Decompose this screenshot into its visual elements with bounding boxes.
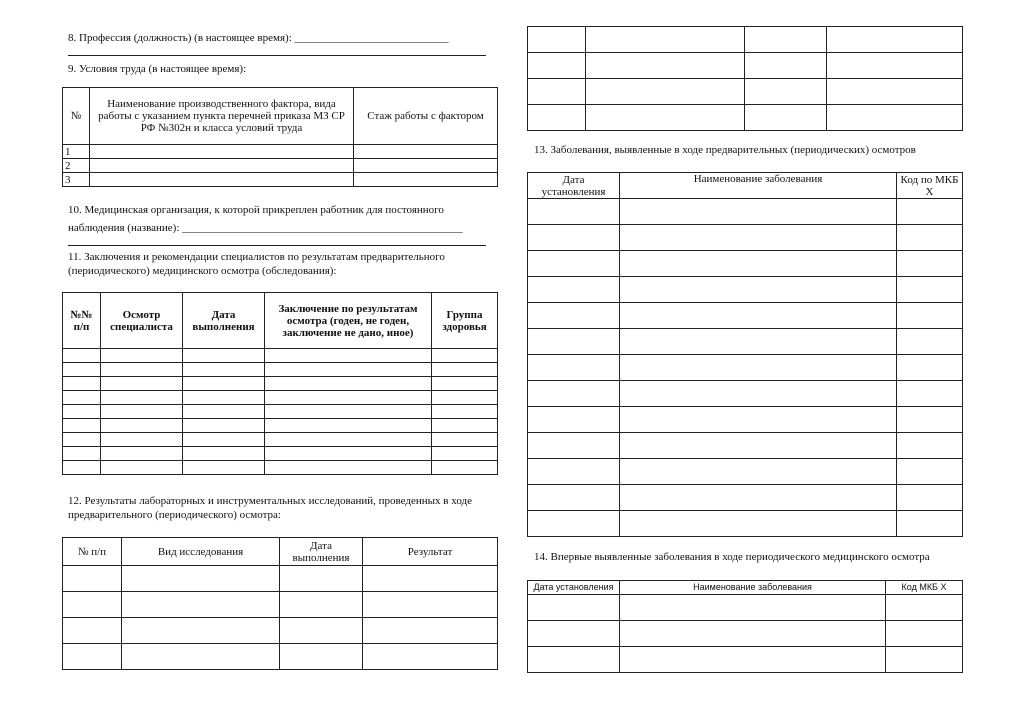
table-row: [528, 277, 963, 303]
table-row: [63, 349, 498, 363]
table-row: [528, 621, 963, 647]
item10-heading-line2: наблюдения (название): ___________________________________________________: [68, 222, 463, 234]
table-row: [528, 355, 963, 381]
table-row: [63, 447, 498, 461]
work-conditions-table: [62, 87, 498, 187]
col-disease-name: Наименование заболевания: [620, 173, 897, 199]
col-study-type: Вид исследования: [122, 538, 280, 566]
table-row: [528, 199, 963, 225]
table-row: [528, 79, 963, 105]
table-row: [63, 377, 498, 391]
col-health-group: Группа здоровья: [432, 293, 498, 349]
col-disease-name: Наименование заболевания: [620, 581, 886, 595]
table-row: [528, 647, 963, 673]
table-row: [528, 27, 963, 53]
table-row: [63, 644, 498, 670]
continuation-table: [527, 26, 963, 131]
new-diseases-table: [527, 580, 963, 673]
item11-heading: 11. Заключения и рекомендации специалистов по результатам предварительного (периодического) медицинского осмотра (обследования):: [68, 251, 445, 277]
col-icd-code: Код МКБ Х: [886, 581, 963, 595]
table-row: [63, 433, 498, 447]
col-number: №: [63, 88, 90, 145]
col-number: №№ п/п: [63, 293, 101, 349]
table-row: [528, 407, 963, 433]
col-factor-name: Наименование производственного фактора, вида работы с указанием пункта перечней приказа МЗ СР РФ №302н и класса условий труда: [90, 88, 354, 145]
table-row: [528, 595, 963, 621]
table-row: [528, 105, 963, 131]
table-row: [528, 485, 963, 511]
table-row: [528, 53, 963, 79]
item9-heading: 9. Условия труда (в настоящее время):: [68, 63, 247, 75]
specialist-conclusions-table: [62, 292, 498, 475]
table-row: [528, 251, 963, 277]
table-row: [63, 391, 498, 405]
table-row: [63, 363, 498, 377]
lab-results-table: [62, 537, 498, 670]
table-row: [528, 459, 963, 485]
table-row: 3: [63, 173, 498, 187]
table-row: [528, 303, 963, 329]
diseases-table: [527, 172, 963, 537]
item8-underline: [68, 55, 486, 56]
item8-profession-line: 8. Профессия (должность) (в настоящее время): ____________________________: [68, 32, 449, 44]
table-row: 2: [63, 159, 498, 173]
table-row: [63, 592, 498, 618]
col-icd-code: Код по МКБ Х: [897, 173, 963, 199]
table-row: 1: [63, 145, 498, 159]
table-row: [528, 225, 963, 251]
table-row: [63, 419, 498, 433]
item13-heading: 13. Заболевания, выявленные в ходе предварительных (периодических) осмотров: [534, 144, 916, 156]
table-row: [528, 329, 963, 355]
col-result: Результат: [363, 538, 498, 566]
col-date: Дата установления: [528, 173, 620, 199]
table-row: [528, 511, 963, 537]
col-date: Дата установления: [528, 581, 620, 595]
table-row: [528, 433, 963, 459]
table-row: [63, 461, 498, 475]
table-row: [63, 566, 498, 592]
item14-heading: 14. Впервые выявленные заболевания в ходе периодического медицинского осмотра: [534, 551, 930, 563]
item10-underline: [68, 245, 486, 246]
col-experience: Стаж работы с фактором: [354, 88, 498, 145]
col-conclusion: Заключение по результатам осмотра (годен, не годен, заключение не дано, иное): [265, 293, 432, 349]
item10-heading-line1: 10. Медицинская организация, к которой прикреплен работник для постоянного: [68, 204, 444, 216]
table-row: [63, 618, 498, 644]
col-date: Дата выполнения: [280, 538, 363, 566]
col-date: Дата выполнения: [183, 293, 265, 349]
table-row: [528, 381, 963, 407]
col-specialist: Осмотр специалиста: [101, 293, 183, 349]
item12-heading: 12. Результаты лабораторных и инструментальных исследований, проведенных в ходе предварительного (периодического) осмотра:: [68, 495, 472, 521]
col-number: № п/п: [63, 538, 122, 566]
table-row: [63, 405, 498, 419]
